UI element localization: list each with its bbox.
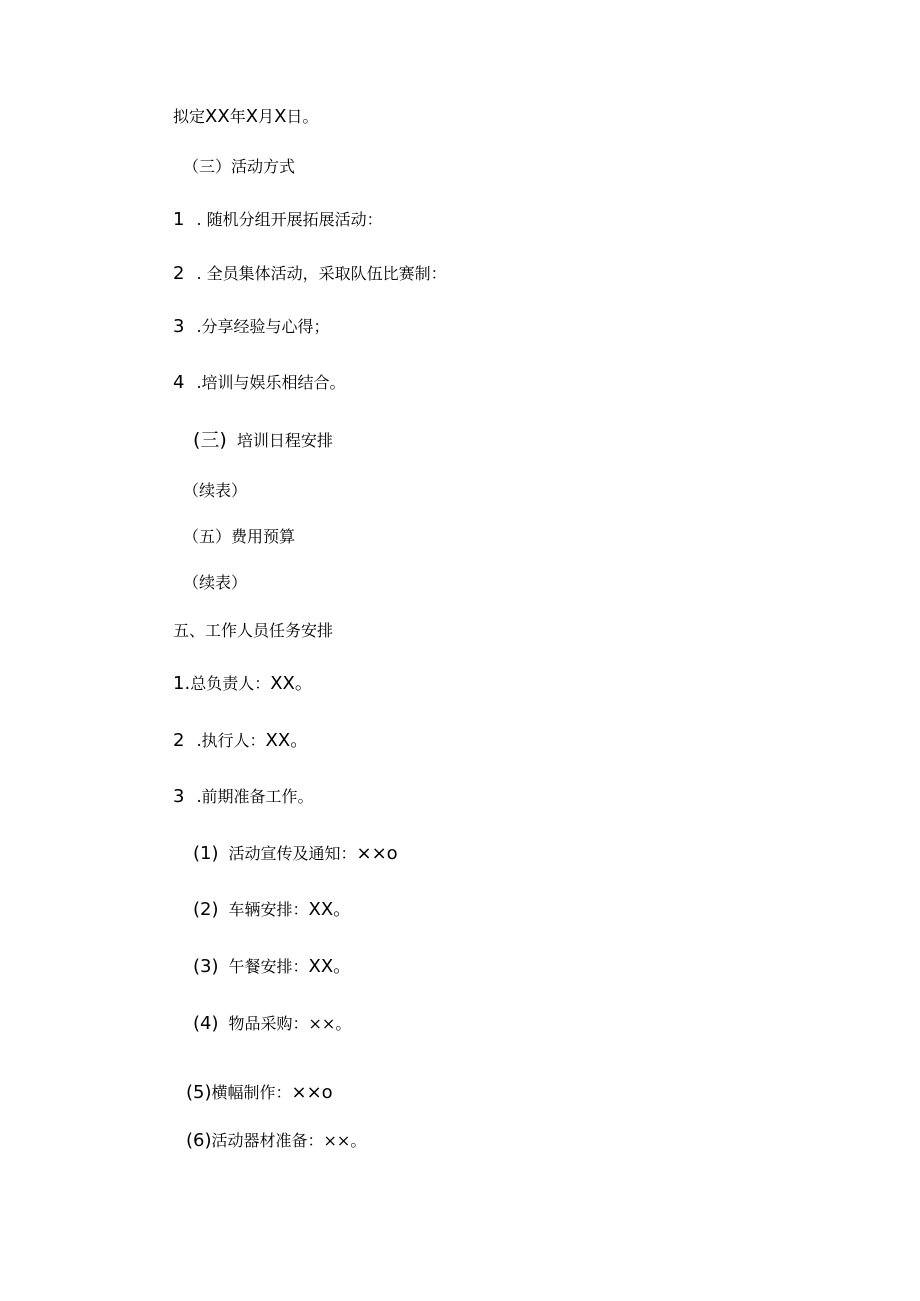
list-item-number: 2 [173, 263, 185, 284]
list-item-number: 3 [173, 786, 185, 807]
sub-list-item-text: 车辆安排： [228, 900, 309, 919]
date-month: X [245, 106, 259, 127]
sub-list-item [193, 900, 351, 920]
list-item-value: XX。 [265, 730, 309, 751]
date-day-unit: 日。 [286, 107, 319, 126]
list-item-text: . 随机分组开展拓展活动： [196, 210, 383, 229]
sub-list-item [186, 1131, 366, 1151]
list-item-text: .培训与娱乐相结合。 [196, 373, 346, 392]
list-item-number: 1 [173, 209, 185, 230]
sub-list-item-number: (1) [193, 843, 219, 864]
section-heading-staff: 五、工作人员任务安排 [173, 621, 334, 640]
sub-list-item [193, 844, 398, 864]
table-continued-note: （续表） [183, 573, 248, 592]
date-year: XX [205, 106, 230, 127]
list-item [173, 210, 383, 230]
list-item [173, 373, 346, 393]
list-item-text: 总负责人： [190, 674, 271, 693]
list-item [173, 264, 447, 284]
list-item-number: 4 [173, 372, 185, 393]
sub-list-item-number: (2) [193, 899, 219, 920]
sub-list-item-value: ××o [291, 1082, 333, 1103]
list-item [173, 317, 330, 337]
date-year-unit: 年 [229, 107, 246, 126]
date-month-unit: 月 [258, 107, 275, 126]
list-item-number: 3 [173, 316, 185, 337]
sub-list-item-text: 午餐安排： [228, 957, 309, 976]
sub-list-item-text: 活动宣传及通知： [228, 844, 357, 863]
sub-list-item-number: (5) [186, 1082, 212, 1103]
sub-list-item [193, 957, 351, 977]
list-item [173, 674, 313, 694]
list-item-text: .前期准备工作。 [196, 787, 314, 806]
sub-list-item-number: (3) [193, 956, 219, 977]
sub-list-item-text: 物品采购：××。 [228, 1014, 352, 1033]
sub-list-item-number: (6) [186, 1130, 212, 1151]
list-item-number: 1. [173, 673, 191, 694]
date-day: X [274, 106, 287, 127]
table-continued-note: （续表） [183, 481, 248, 500]
date-prefix: 拟定 [173, 107, 206, 126]
section-number: (三) [193, 429, 227, 451]
list-item-number: 2 [173, 730, 185, 751]
sub-list-item [186, 1083, 333, 1103]
list-item-value: XX。 [270, 673, 313, 694]
section-heading-budget: （五）费用预算 [183, 527, 296, 546]
section-heading-schedule [193, 430, 333, 451]
list-item-text: .执行人： [196, 731, 266, 750]
date-line [173, 107, 318, 127]
list-item-text: .分享经验与心得； [196, 317, 330, 336]
list-item-text: . 全员集体活动，采取队伍比赛制： [196, 264, 447, 283]
sub-list-item-text: 活动器材准备：××。 [211, 1131, 367, 1150]
list-item [173, 787, 314, 807]
sub-list-item-text: 横幅制作： [211, 1083, 292, 1102]
section-title: 培训日程安排 [236, 431, 333, 450]
sub-list-item [193, 1014, 351, 1034]
section-heading-activity-method: （三）活动方式 [183, 157, 296, 176]
sub-list-item-value: ××o [356, 843, 398, 864]
sub-list-item-number: (4) [193, 1013, 219, 1034]
sub-list-item-value: XX。 [308, 899, 352, 920]
sub-list-item-value: XX。 [308, 956, 352, 977]
list-item [173, 731, 308, 751]
